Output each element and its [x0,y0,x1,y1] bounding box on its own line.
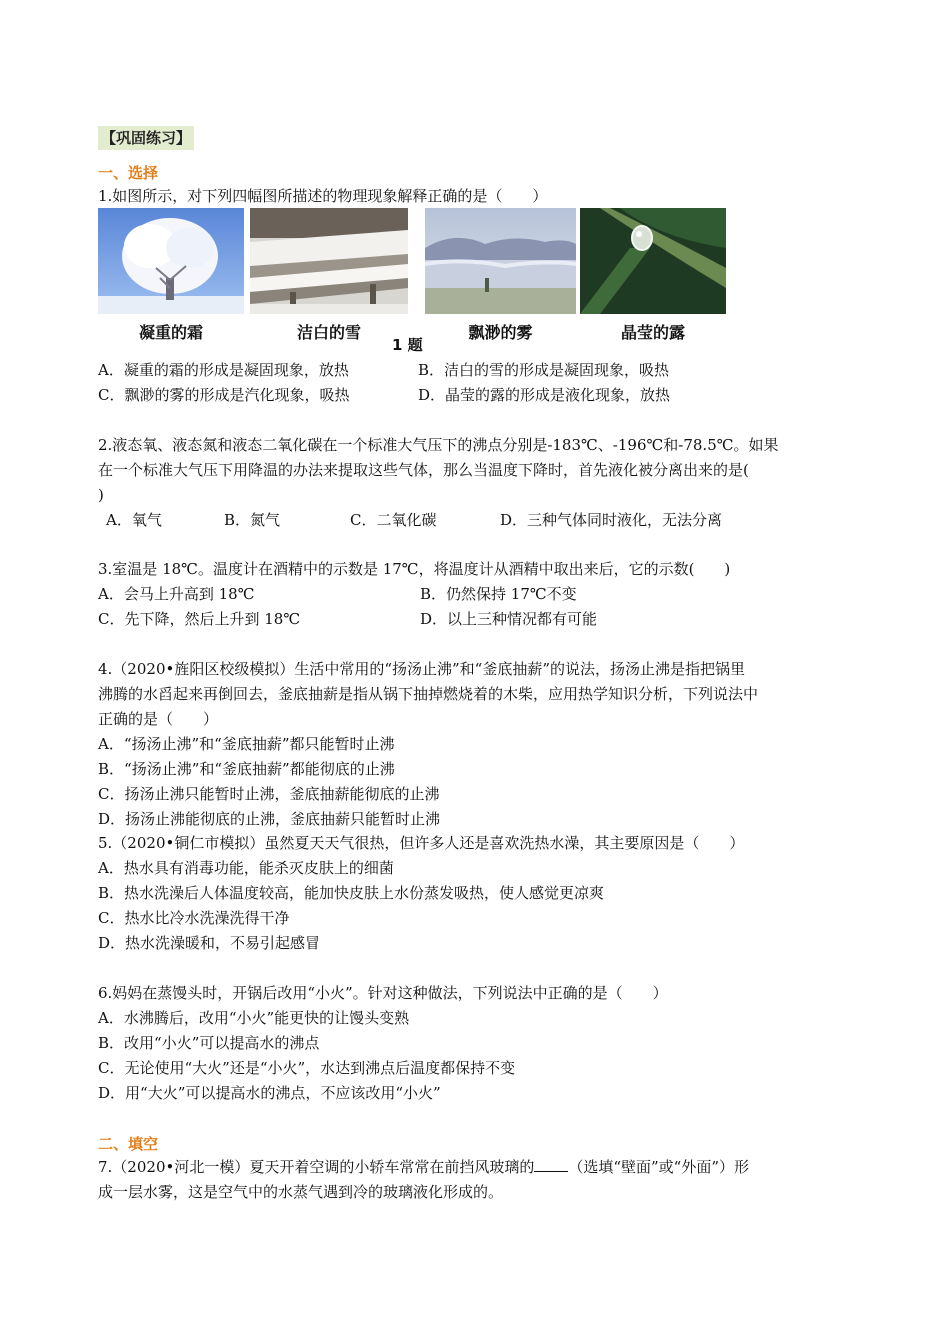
q4-option-c: C．扬汤止沸只能暂时止沸，釜底抽薪能彻底的止沸 [98,785,440,803]
q5-stem: 5.（2020•铜仁市模拟）虽然夏天天气很热，但许多人还是喜欢洗热水澡，其主要原因是（ ） [98,834,745,852]
caption-frost: 凝重的霜 [138,323,203,342]
q6-option-a: A．水沸腾后，改用“小火”能更快的让馒头变熟 [98,1009,410,1027]
fog-image [425,208,576,314]
q3-option-d: D．以上三种情况都有可能 [420,610,598,628]
q2-option-d: D．三种气体同时液化，无法分离 [500,511,723,529]
q4-stem-line1: 4.（2020•旌阳区校级模拟）生活中常用的“扬汤止沸”和“釜底抽薪”的说法，扬汤止沸是指把锅里 [98,660,746,678]
q5-option-d: D．热水洗澡暖和，不易引起感冒 [98,934,321,952]
q2-stem-line1: 2.液态氧、液态氮和液态二氧化碳在一个标准大气压下的沸点分别是-183℃、-196℃和-78.5℃。如果 [98,436,779,454]
q2-stem-line2: 在一个标准大气压下用降温的办法来提取这些气体，那么当温度下降时，首先液化被分离出来的是( [98,461,749,479]
q1-stem: 1.如图所示，对下列四幅图所描述的物理现象解释正确的是（ ） [98,187,548,205]
q3-option-a: A．会马上升高到 18℃ [98,585,255,603]
q3-option-b: B．仍然保持 17℃不变 [420,585,577,603]
q4-option-b: B．“扬汤止沸”和“釜底抽薪”都能彻底的止沸 [98,760,395,778]
q6-option-d: D．用“大火”可以提高水的沸点，不应该改用“小火” [98,1084,441,1102]
q6-stem: 6.妈妈在蒸馒头时，开锅后改用“小火”。针对这种做法，下列说法中正确的是（ ） [98,984,668,1002]
q2-option-a: A．氧气 [106,511,162,529]
q7-answer-blank[interactable] [534,1157,568,1172]
q1-option-a: A．凝重的霜的形成是凝固现象，放热 [98,361,349,379]
dew-image [580,208,726,314]
caption-fog: 飘渺的雾 [468,323,533,342]
part2-heading: 二、填空 [98,1135,159,1153]
q1-option-c: C．飘渺的雾的形成是汽化现象，吸热 [98,386,350,404]
q3-stem: 3.室温是 18℃。温度计在酒精中的示数是 17℃，将温度计从酒精中取出来后，它的示数( ) [98,560,731,578]
frost-image [98,208,244,314]
q1-option-d: D．晶莹的露的形成是液化现象，放热 [418,386,671,404]
section-tag: 【巩固练习】 [98,126,194,150]
q1-option-b: B．洁白的雪的形成是凝固现象，吸热 [418,361,670,379]
part1-heading: 一、选择 [98,164,159,182]
q7-text-a: 7.（2020•河北一模）夏天开着空调的小轿车常常在前挡风玻璃的 [98,1158,535,1176]
q4-option-a: A．“扬汤止沸”和“釜底抽薪”都只能暂时止沸 [98,735,395,753]
q4-stem-line3: 正确的是（ ） [98,710,219,728]
q5-option-c: C．热水比冷水洗澡洗得干净 [98,909,290,927]
q7-line2: 成一层水雾，这是空气中的水蒸气遇到冷的玻璃液化形成的。 [98,1183,504,1201]
q4-option-d: D．扬汤止沸能彻底的止沸，釜底抽薪只能暂时止沸 [98,810,441,828]
q4-stem-line2: 沸腾的水舀起来再倒回去，釜底抽薪是指从锅下抽掉燃烧着的木柴，应用热学知识分析，下列说法中 [98,685,759,703]
q2-option-b: B．氮气 [224,511,281,529]
q7-text-b: （选填“壁面”或“外面”）形 [568,1158,750,1176]
q2-stem-line3: ) [98,486,104,504]
q7-line1 [98,1157,858,1177]
q6-option-b: B．改用“小火”可以提高水的沸点 [98,1034,320,1052]
q5-option-b: B．热水洗澡后人体温度较高，能加快皮肤上水份蒸发吸热，使人感觉更凉爽 [98,884,605,902]
q5-option-a: A．热水具有消毒功能，能杀灭皮肤上的细菌 [98,859,394,877]
q2-option-c: C．二氧化碳 [350,511,437,529]
caption-dew: 晶莹的露 [620,323,685,342]
snow-bench-image [250,208,408,314]
figure-label: 1 题 [392,336,423,354]
q3-option-c: C．先下降，然后上升到 18℃ [98,610,301,628]
caption-snow: 洁白的雪 [296,323,361,342]
q6-option-c: C．无论使用“大火”还是“小火”，水达到沸点后温度都保持不变 [98,1059,516,1077]
